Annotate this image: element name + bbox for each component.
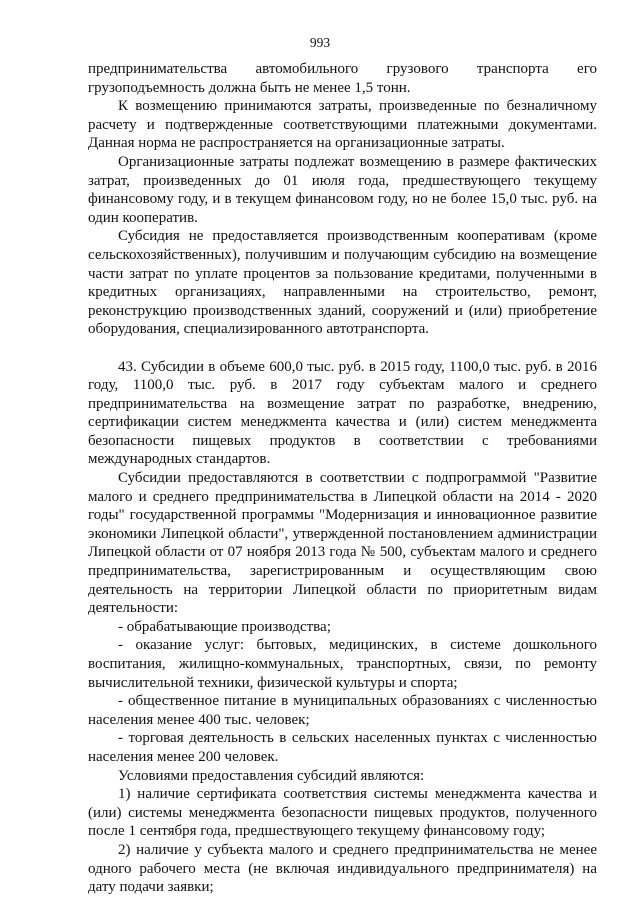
paragraph: 1) наличие сертификата соответствия системы менеджмента качества и (или) системы менеджмента безопасности пищевых продуктов, полученного после 1 сентября года, предшествующего текущему финансовому году;	[88, 786, 597, 840]
paragraph: 43. Субсидии в объеме 600,0 тыс. руб. в 2015 году, 1100,0 тыс. руб. в 2016 году, 1100,0 тыс. руб. в 2017 году субъектам малого и среднего предпринимательства на возмещение затрат по разработке, внедрению, сертификации систем менеджмента качества и (или) систем менеджмента безопасности пищевых продуктов в соответствии с требованиями международных стандартов.	[88, 358, 597, 468]
document-body	[88, 60, 597, 897]
paragraph: - торговая деятельность в сельских населенных пунктах с численностью населения менее 200 человек.	[88, 730, 597, 765]
paragraph: - оказание услуг: бытовых, медицинских, в системе дошкольного воспитания, жилищно-коммунальных, транспортных, связи, по ремонту вычислительной техники, физической культуры и спорта;	[88, 637, 597, 691]
paragraph: предпринимательства автомобильного грузового транспорта его грузоподъемность должна быть не менее 1,5 тонн.	[88, 61, 597, 96]
paragraph: Субсидия не предоставляется производственным кооперативам (кроме сельскохозяйственных), получившим и получающим субсидию на возмещение части затрат по уплате процентов за пользование кредитами, полученными в кредитных организациях, направленными на строительство, ремонт, реконструкцию производственных зданий, сооружений и (или) приобретение оборудования, специализированного автотранспорта.	[88, 228, 597, 338]
paragraph: - обрабатывающие производства;	[118, 618, 331, 635]
paragraph: Условиями предоставления субсидий являются:	[118, 767, 425, 784]
paragraph-spacer	[88, 339, 597, 358]
paragraph: Субсидии предоставляются в соответствии с подпрограммой "Развитие малого и среднего предпринимательства в Липецкой области на 2014 - 2020 годы" государственной программы "Модернизация и инновационное развитие экономики Липецкой области", утвержденной постановлением администрации Липецкой области от 07 ноября 2013 года № 500, субъектам малого и среднего предпринимательства, зарегистрированным и осуществляющим свою деятельность на территории Липецкой области по приоритетным видам деятельности:	[88, 470, 597, 617]
paragraph: 2) наличие у субъекта малого и среднего предпринимательства не менее одного рабочего места (не включая индивидуального предпринимателя) на дату подачи заявки;	[88, 841, 597, 896]
paragraph: - общественное питание в муниципальных образованиях с численностью населения менее 400 тыс. человек;	[88, 693, 597, 728]
page-number: 993	[309, 35, 331, 50]
paragraph: Организационные затраты подлежат возмещению в размере фактических затрат, произведенных до 01 июля года, предшествующего текущему финансовому году, и в текущем финансовом году, но не более 15,0 тыс. руб. на один кооператив.	[88, 153, 597, 226]
paragraph: К возмещению принимаются затраты, произведенные по безналичному расчету и подтвержденные соответствующими платежными документами. Данная норма не распространяется на организационные затраты.	[88, 98, 597, 152]
